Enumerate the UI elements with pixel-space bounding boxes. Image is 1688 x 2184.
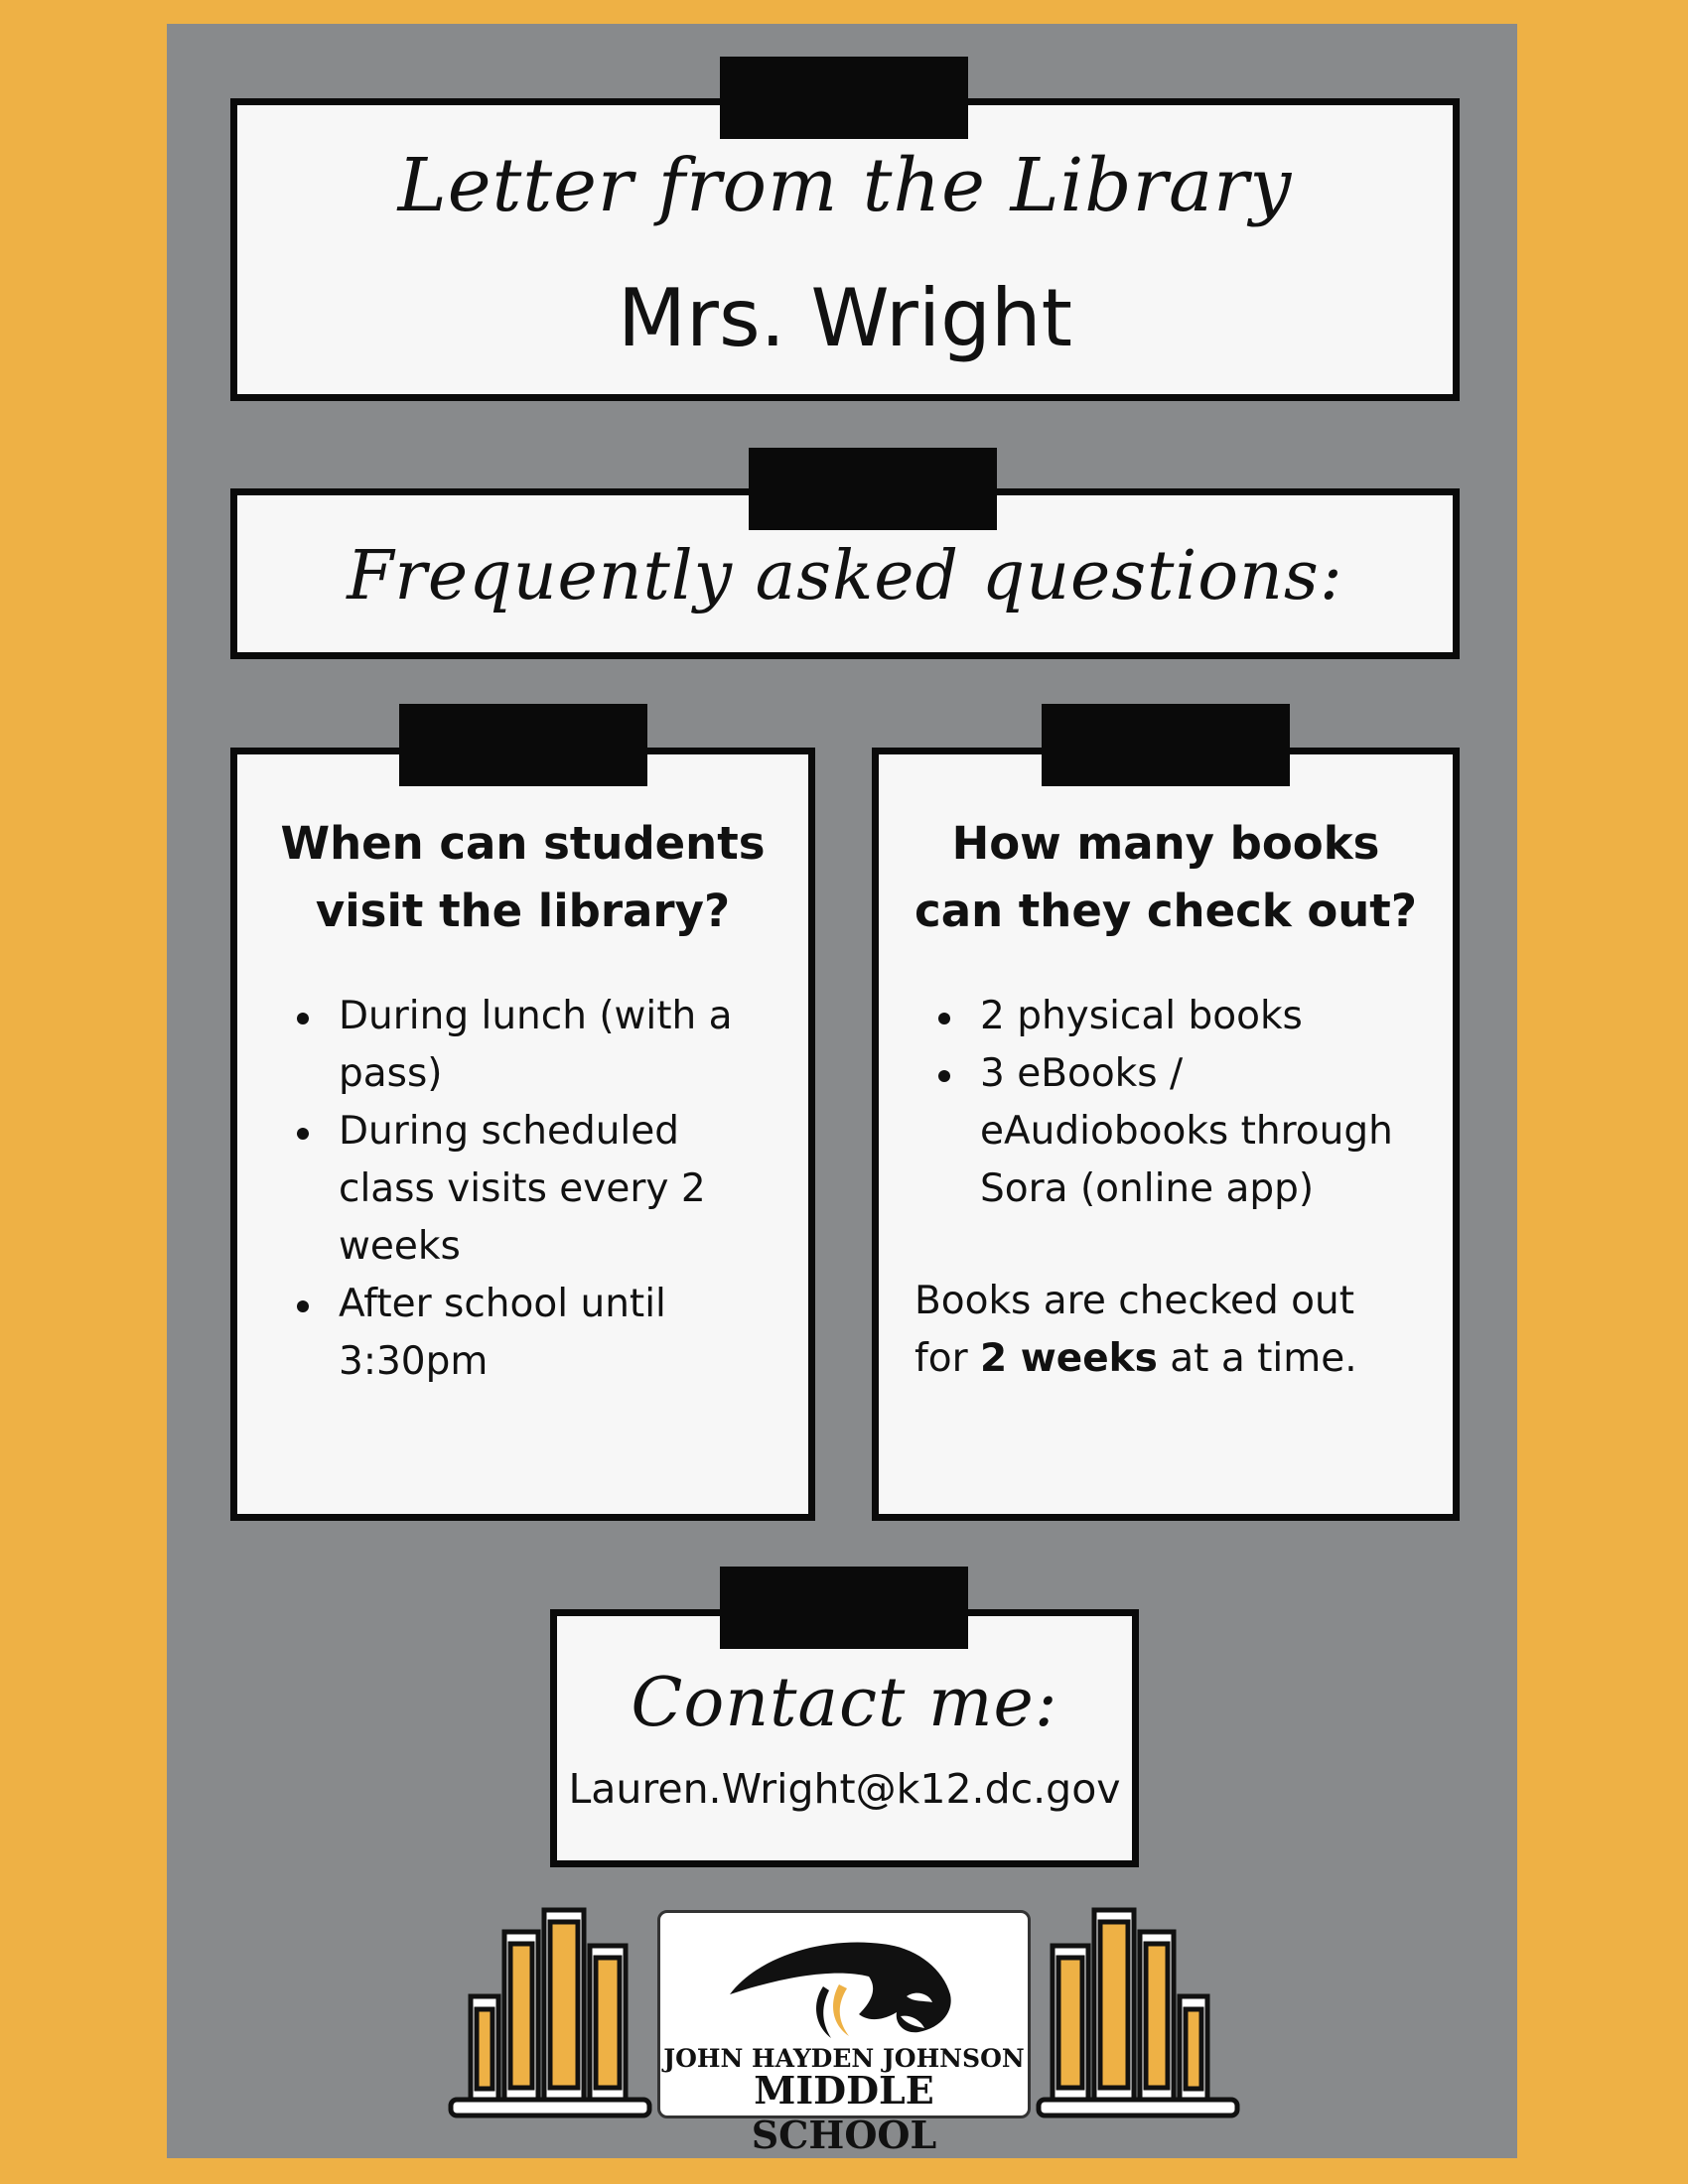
- list-item: 2 physical books: [928, 988, 1433, 1045]
- books-question-line: How many books: [951, 817, 1380, 870]
- tape-strip: [749, 448, 997, 530]
- school-name-line2: MIDDLE SCHOOL: [751, 2068, 937, 2157]
- books-question-line: can they check out?: [914, 885, 1417, 937]
- books-question-card: [872, 748, 1460, 1521]
- list-item: During lunch (with a pass): [287, 988, 778, 1103]
- loan-period-note: Books are checked out for 2 weeks at a time.: [914, 1279, 1357, 1381]
- contact-heading: Contact me:: [631, 1664, 1058, 1742]
- books-question: [909, 810, 1423, 945]
- tape-strip: [720, 57, 968, 139]
- checkout-limits-list: [928, 988, 1433, 1218]
- panther-icon: [720, 1925, 968, 2044]
- librarian-name: Mrs. Wright: [618, 272, 1072, 364]
- visit-question-card: [230, 748, 815, 1521]
- books-left-icon: [445, 1902, 659, 2122]
- tape-strip: [399, 704, 647, 786]
- contact-email[interactable]: Lauren.Wright@k12.dc.gov: [568, 1765, 1121, 1813]
- school-name-line1: JOHN HAYDEN JOHNSON: [663, 2044, 1025, 2073]
- list-item: During scheduled class visits every 2 weeks: [287, 1103, 778, 1276]
- visit-question-line: visit the library?: [315, 885, 731, 937]
- tape-strip: [720, 1567, 968, 1649]
- visit-times-list: [287, 988, 778, 1391]
- list-item: 3 eBooks / eAudiobooks through Sora (online app): [928, 1045, 1433, 1218]
- faq-heading: Frequently asked questions:: [347, 537, 1343, 615]
- tape-strip: [1042, 704, 1290, 786]
- school-logo: [657, 1910, 1031, 2157]
- list-item: After school until 3:30pm: [287, 1276, 778, 1391]
- poster-title: Letter from the Library: [397, 143, 1293, 228]
- title-card: [230, 98, 1460, 401]
- visit-question-line: When can students: [280, 817, 766, 870]
- books-right-icon: [1033, 1902, 1247, 2122]
- visit-question: [267, 810, 778, 945]
